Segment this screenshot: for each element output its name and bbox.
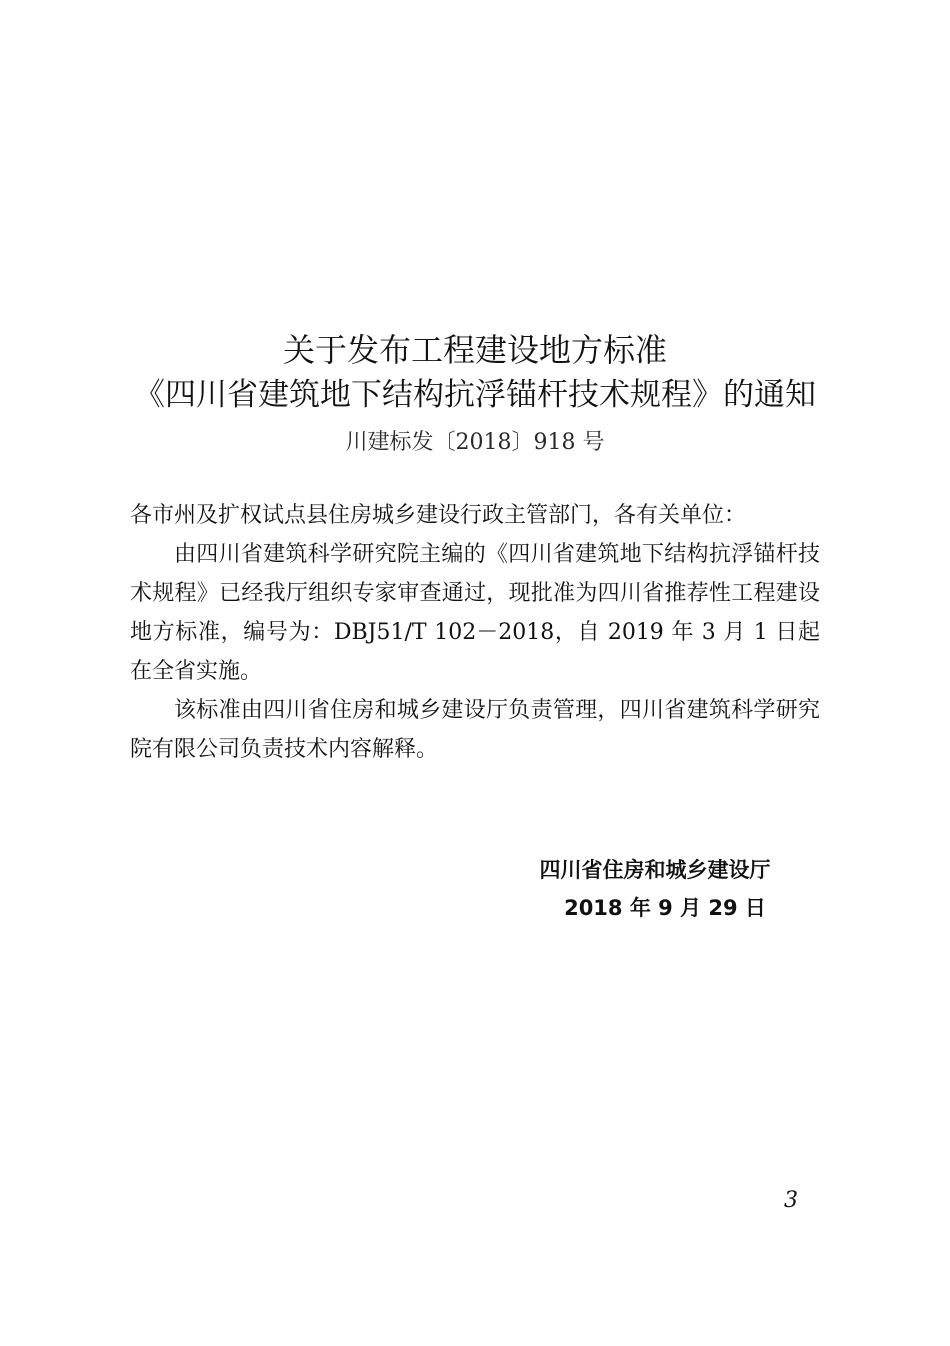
addressee-line: 各市州及扩权试点县住房城乡建设行政主管部门，各有关单位： [130, 503, 747, 528]
issuing-organization: 四川省住房和城乡建设厅 [539, 858, 771, 882]
notice-title-line-1: 关于发布工程建设地方标准 [282, 331, 667, 369]
issue-date: 2018 年 9 月 29 日 [564, 896, 766, 920]
notice-title-line-2: 《四川省建筑地下结构抗浮锚杆技术规程》的通知 [134, 377, 816, 413]
notice-body [130, 496, 820, 769]
body-paragraph-1: 由四川省建筑科学研究院主编的《四川省建筑地下结构抗浮锚杆技术规程》已经我厅组织专家审查通过，现批准为四川省推荐性工程建设地方标准，编号为：DBJ51/T 102－2018，自 2019 年 3 月 1 日起在全省实施。 [130, 542, 820, 684]
page-number: 3 [784, 1188, 798, 1213]
body-paragraph-2: 该标准由四川省住房和城乡建设厅负责管理，四川省建筑科学研究院有限公司负责技术内容解释。 [130, 698, 820, 762]
document-number: 川建标发〔2018〕918 号 [345, 430, 605, 455]
